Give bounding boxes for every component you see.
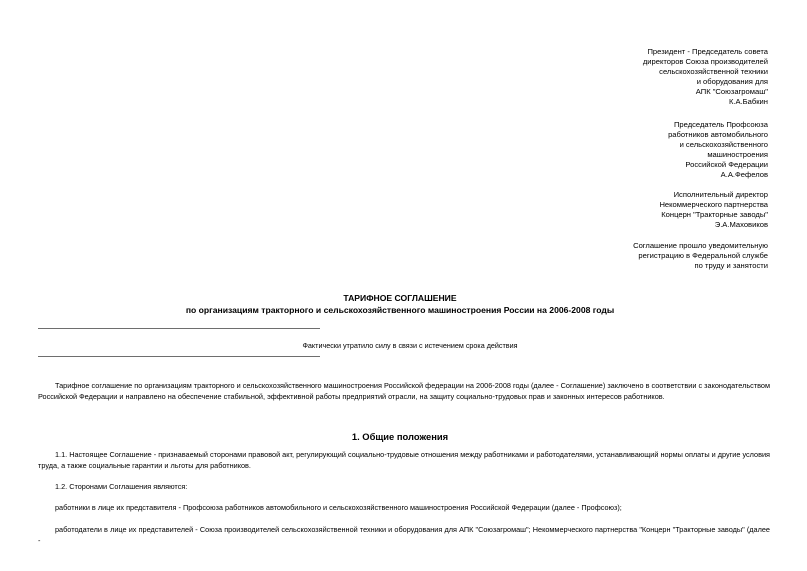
registration-line: по труду и занятости: [694, 261, 768, 270]
document-subtitle: по организациям тракторного и сельскохозяйственного машиностроения России на 2006-2008 годы: [185, 305, 615, 315]
signature-line: Некоммерческого партнерства: [659, 200, 768, 209]
signature-block-president: [643, 47, 768, 107]
signature-line: работников автомобильного: [668, 130, 768, 139]
horizontal-rule: [38, 328, 320, 329]
signature-block-director: [659, 190, 768, 230]
registration-line: Соглашение прошло уведомительную: [633, 241, 768, 250]
paragraph-workers: работники в лице их представителя - Профсоюза работников автомобильного и сельскохозяйственного машиностроения Российской Федерации (далее - Профсоюз);: [55, 503, 622, 512]
registration-line: регистрацию в Федеральной службе: [638, 251, 768, 260]
signature-line: сельскохозяйственной техники: [659, 67, 768, 76]
signature-line: Президент - Председатель совета: [647, 47, 768, 56]
preamble-paragraph: Тарифное соглашение по организациям тракторного и сельскохозяйственного машиностроения Российской федерации на 2006-2008 годы (далее - Соглашение) заключено в соответствии с законодательством Российской Федерации и направлено на обеспечение стабильной, эффективной работы предприятий отрасли, на защиту социально-трудовых прав и законных интересов работников.: [38, 381, 770, 402]
paragraph-1-1: 1.1. Настоящее Соглашение - признаваемый сторонами правовой акт, регулирующий социально-трудовые отношения между работниками и работодателями, устанавливающий нормы оплаты и другие условия труда, а также социальные гарантии и льготы для работников.: [38, 450, 770, 471]
validity-notice: Фактически утратило силу в связи с истечением срока действия: [302, 341, 518, 350]
signature-line: К.А.Бабкин: [728, 97, 768, 106]
signature-line: Председатель Профсоюза: [673, 120, 768, 129]
signature-line: Российской Федерации: [685, 160, 768, 169]
signature-line: Э.А.Маховиков: [714, 220, 768, 229]
section-title: 1. Общие положения: [351, 431, 449, 442]
signature-line: директоров Союза производителей: [642, 57, 768, 66]
horizontal-rule: [38, 356, 320, 357]
signature-line: Исполнительный директор: [673, 190, 768, 199]
paragraph-1-2: 1.2. Сторонами Соглашения являются:: [55, 482, 188, 491]
signature-line: и сельскохозяйственного: [679, 140, 768, 149]
signature-line: АПК "Союзагромаш": [695, 87, 768, 96]
signature-line: машиностроения: [707, 150, 768, 159]
paragraph-employers: работодатели в лице их представителей - Союза производителей сельскохозяйственной техники и оборудования для АПК "Союзагромаш"; Некоммерческого партнерства "Концерн "Тракторные заводы" (далее -: [38, 525, 770, 546]
signature-line: и оборудования для: [696, 77, 768, 86]
signature-line: Концерн "Тракторные заводы": [661, 210, 768, 219]
document-title: ТАРИФНОЕ СОГЛАШЕНИЕ: [343, 293, 457, 303]
signature-block-union: [668, 120, 768, 180]
signature-line: А.А.Фефелов: [720, 170, 768, 179]
registration-note: [633, 241, 768, 271]
